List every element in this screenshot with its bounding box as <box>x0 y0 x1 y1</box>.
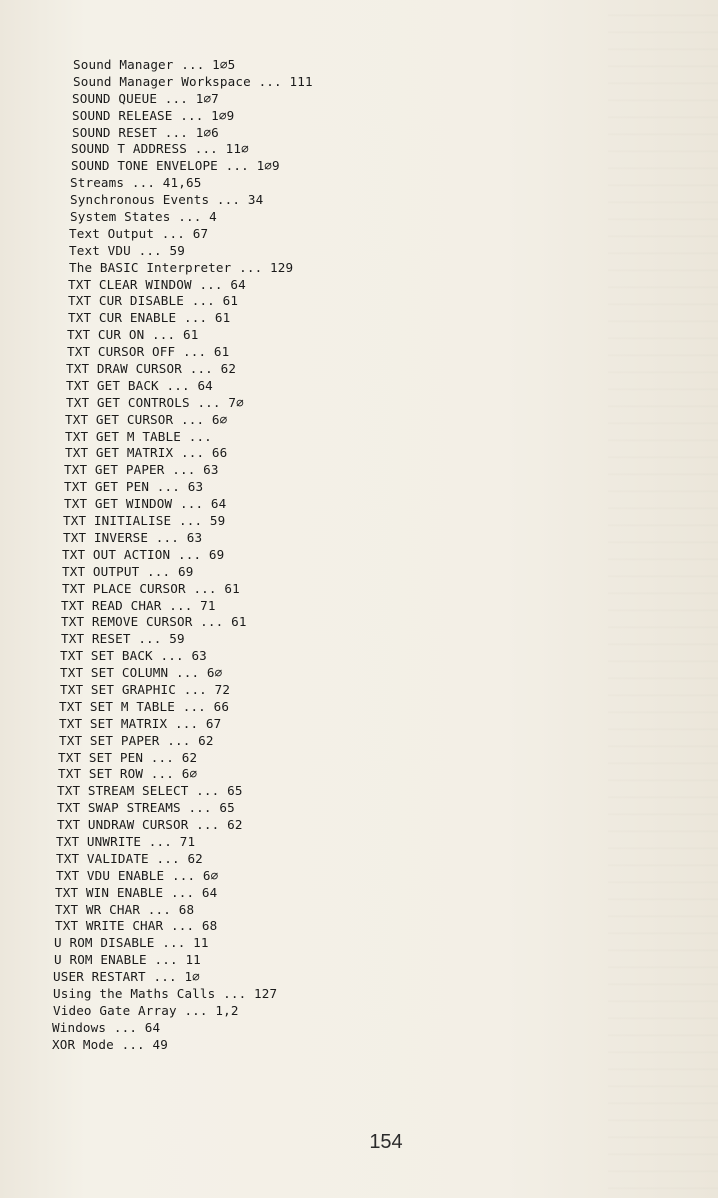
index-entry: TXT VDU ENABLE ... 6∅ <box>56 867 219 883</box>
index-entry: TXT GET PAPER ... 63 <box>64 462 219 478</box>
index-entry: TXT RESET ... 59 <box>61 631 185 647</box>
index-entry: TXT GET WINDOW ... 64 <box>64 496 227 512</box>
index-entry: TXT STREAM SELECT ... 65 <box>57 783 243 799</box>
paper-show-through <box>608 0 718 1198</box>
index-entry: TXT REMOVE CURSOR ... 61 <box>61 614 247 630</box>
index-entry: Text VDU ... 59 <box>69 242 185 258</box>
index-entry: TXT INVERSE ... 63 <box>63 529 203 545</box>
index-entry: TXT SET M TABLE ... 66 <box>59 698 230 714</box>
index-entry: TXT VALIDATE ... 62 <box>56 850 203 866</box>
index-entry: Sound Manager Workspace ... 111 <box>73 73 313 89</box>
index-entry: Using the Maths Calls ... 127 <box>53 985 278 1001</box>
index-entry: TXT CUR DISABLE ... 61 <box>68 293 239 309</box>
index-entry: TXT GET CURSOR ... 6∅ <box>65 411 228 427</box>
index-entry: TXT UNWRITE ... 71 <box>56 833 196 849</box>
index-entry: Text Output ... 67 <box>69 225 209 241</box>
index-entry: Synchronous Events ... 34 <box>70 192 264 208</box>
index-entry: Video Gate Array ... 1,2 <box>53 1002 239 1018</box>
index-entry: TXT WR CHAR ... 68 <box>55 901 195 917</box>
index-entry: TXT SET PAPER ... 62 <box>59 732 214 748</box>
index-entry: TXT GET M TABLE ... <box>65 428 212 444</box>
index-entry: U ROM DISABLE ... 11 <box>54 935 209 951</box>
page-number: 154 <box>369 1131 403 1153</box>
index-entry: SOUND TONE ENVELOPE ... 1∅9 <box>71 158 280 174</box>
index-entry: TXT GET CONTROLS ... 7∅ <box>66 394 244 410</box>
index-entry: TXT INITIALISE ... 59 <box>63 513 226 529</box>
index-entry: TXT CUR ON ... 61 <box>67 327 199 343</box>
index-entry: TXT SET ROW ... 6∅ <box>58 766 198 782</box>
index-entry: TXT SET GRAPHIC ... 72 <box>60 681 231 697</box>
index-entry: SOUND RESET ... 1∅6 <box>72 124 219 140</box>
index-entry: Streams ... 41,65 <box>70 175 202 191</box>
index-entry: TXT READ CHAR ... 71 <box>61 597 216 613</box>
index-entry: TXT OUT ACTION ... 69 <box>62 546 225 562</box>
index-entry: SOUND QUEUE ... 1∅7 <box>72 90 219 106</box>
index-entry: TXT SET MATRIX ... 67 <box>59 715 222 731</box>
index-entry: SOUND T ADDRESS ... 11∅ <box>71 141 249 157</box>
index-entry: TXT CUR ENABLE ... 61 <box>68 310 231 326</box>
index-entry: TXT UNDRAW CURSOR ... 62 <box>57 817 243 833</box>
index-entry: TXT SET COLUMN ... 6∅ <box>60 665 223 681</box>
index-entry: U ROM ENABLE ... 11 <box>54 952 201 968</box>
index-entry: TXT GET MATRIX ... 66 <box>65 445 228 461</box>
index-entry: Windows ... 64 <box>52 1019 161 1035</box>
index-entry: TXT CURSOR OFF ... 61 <box>67 344 230 360</box>
index-entry: Sound Manager ... 1∅5 <box>73 57 236 72</box>
index-entry: TXT WIN ENABLE ... 64 <box>55 884 218 900</box>
index-entry: TXT DRAW CURSOR ... 62 <box>66 361 237 377</box>
index-entry: TXT SWAP STREAMS ... 65 <box>57 800 235 816</box>
index-entry: USER RESTART ... 1∅ <box>53 969 200 985</box>
index-entry: TXT GET BACK ... 64 <box>66 377 213 393</box>
index-entry: System States ... 4 <box>70 209 217 225</box>
index-list <box>0 57 313 1054</box>
index-entry: TXT WRITE CHAR ... 68 <box>55 918 218 934</box>
index-entry: TXT OUTPUT ... 69 <box>62 563 194 579</box>
index-entry: SOUND RELEASE ... 1∅9 <box>72 107 235 123</box>
index-entry: TXT CLEAR WINDOW ... 64 <box>68 276 246 292</box>
index-entry: TXT SET BACK ... 63 <box>60 648 207 664</box>
index-entry: TXT PLACE CURSOR ... 61 <box>62 580 240 596</box>
index-entry: XOR Mode ... 49 <box>52 1036 168 1052</box>
index-entry: TXT GET PEN ... 63 <box>64 479 204 495</box>
index-entry: The BASIC Interpreter ... 129 <box>69 259 294 275</box>
index-entry: TXT SET PEN ... 62 <box>58 749 198 765</box>
